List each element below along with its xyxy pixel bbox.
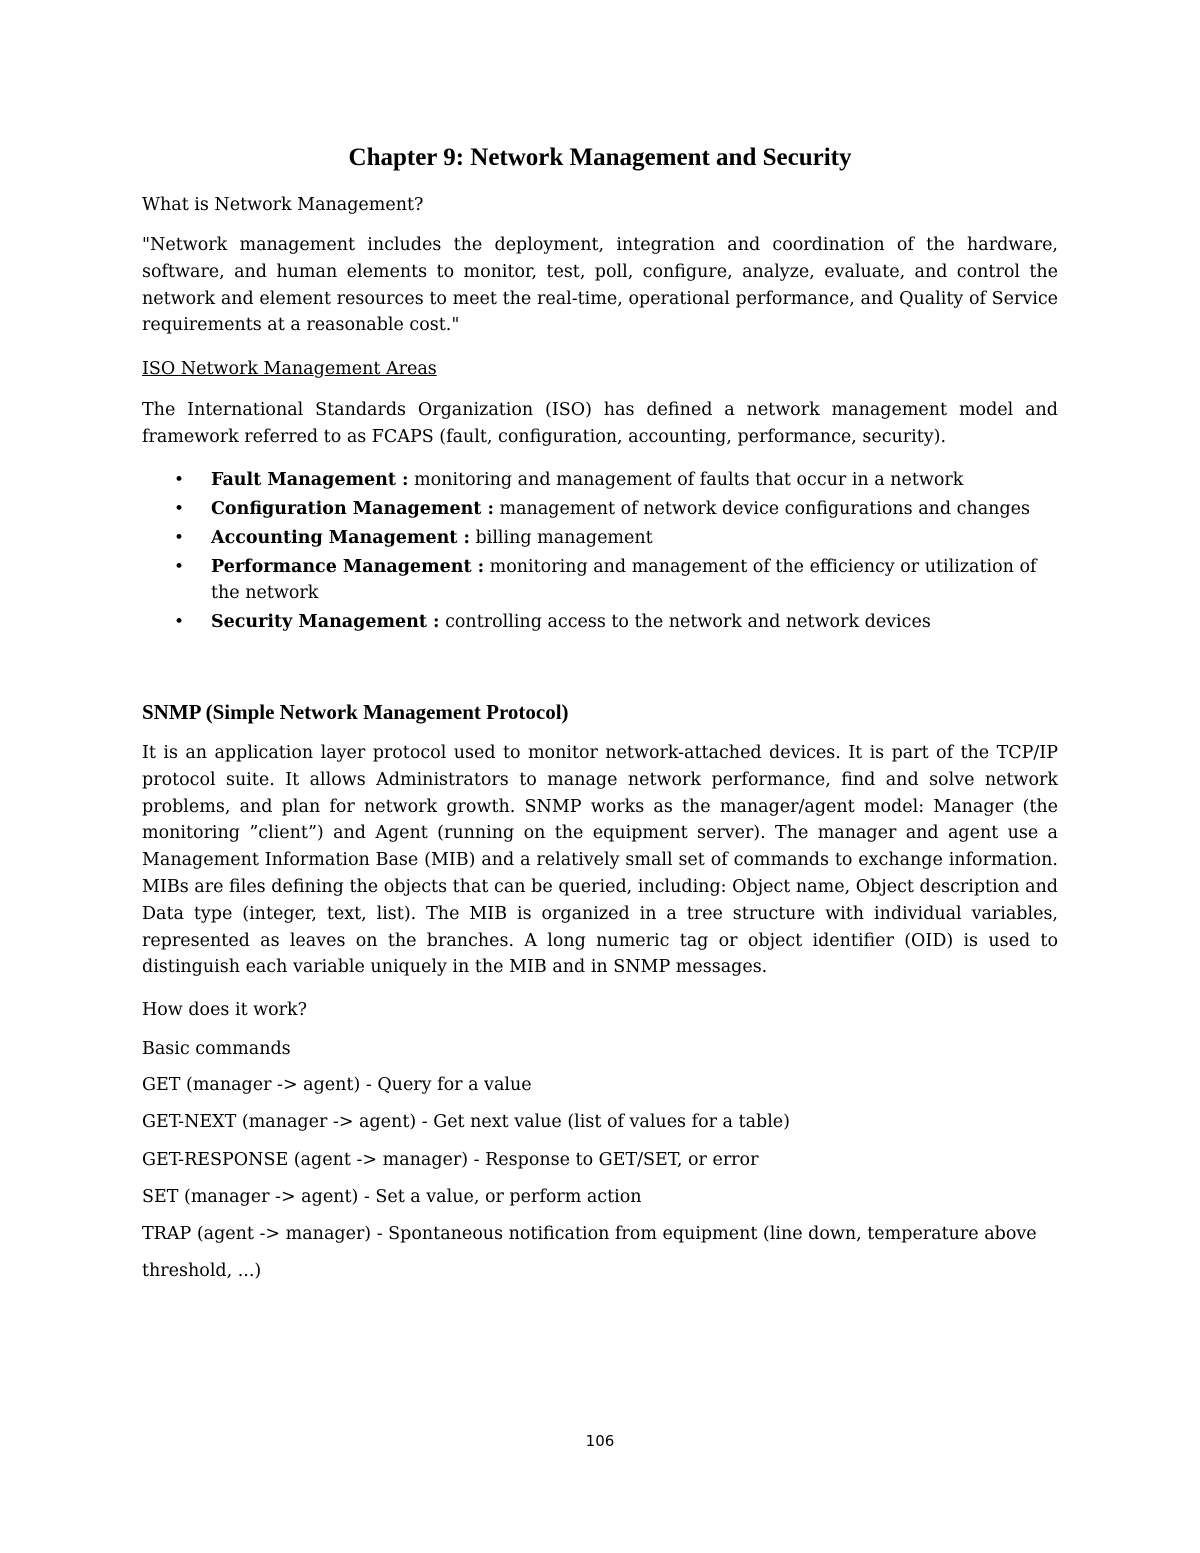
command-trap-continued: threshold, ...) <box>142 1261 262 1281</box>
list-item <box>142 468 1058 494</box>
bullet-desc: monitoring and management of the efficiency or utilization of the network <box>211 557 1037 603</box>
command-get: GET (manager -> agent) - Query for a value <box>142 1075 532 1095</box>
bullet-desc: monitoring and management of faults that occur in a network <box>408 470 964 490</box>
definition-paragraph: "Network management includes the deployment, integration and coordination of the hardware, software, and human elements to monitor, test, poll, configure, analyze, evaluate, and control the network and element resources to meet the real-time, operational performance, and Quality of Service requirements at a reasonable cost." <box>142 235 1058 336</box>
command-get-next: GET-NEXT (manager -> agent) - Get next value (list of values for a table) <box>142 1112 790 1132</box>
fcaps-list <box>142 468 1058 639</box>
bullet-term: Configuration Management : <box>211 499 494 519</box>
command-trap: TRAP (agent -> manager) - Spontaneous notification from equipment (line down, temperature above <box>142 1224 1037 1244</box>
list-item <box>142 497 1058 523</box>
snmp-heading: SNMP (Simple Network Management Protocol) <box>142 700 569 724</box>
command-get-response: GET-RESPONSE (agent -> manager) - Response to GET/SET, or error <box>142 1150 759 1170</box>
chapter-title: Chapter 9: Network Management and Security <box>348 144 852 171</box>
bullet-term: Security Management : <box>211 611 440 632</box>
iso-intro-paragraph: The International Standards Organization (ISO) has defined a network management model and framework referred to as FCAPS (fault, configuration, accounting, performance, security). <box>142 400 1058 447</box>
list-item <box>142 526 1058 552</box>
bullet-term: Accounting Management : <box>211 528 470 548</box>
question-what-is-nm: What is Network Management? <box>142 195 424 215</box>
command-set: SET (manager -> agent) - Set a value, or perform action <box>142 1187 642 1207</box>
bullet-term: Fault Management : <box>211 470 409 490</box>
bullet-icon: • <box>174 470 185 490</box>
bullet-icon: • <box>174 499 185 519</box>
basic-commands-label: Basic commands <box>142 1039 291 1059</box>
bullet-desc: management of network device configurations and changes <box>493 499 1030 519</box>
list-item <box>142 610 1058 636</box>
bullet-icon: • <box>174 528 185 548</box>
bullet-term: Performance Management : <box>211 557 485 577</box>
snmp-paragraph: It is an application layer protocol used to monitor network-attached devices. It is part of the TCP/IP protocol suite. It allows Administrators to manage network performance, find and solve network problems, and plan for network growth. SNMP works as the manager/agent model: Manager (the monitoring ”client”) and Agent (running on the equipment server). The manager and agent use a Management Information Base (MIB) and a relatively small set of commands to exchange information. MIBs are files defining the objects that can be queried, including: Object name, Object description and Data type (integer, text, list). The MIB is organized in a tree structure with individual variables, represented as leaves on the branches. A long numeric tag or object identifier (OID) is used to distinguish each variable uniquely in the MIB and in SNMP messages. <box>142 743 1058 978</box>
bullet-icon: • <box>174 611 185 632</box>
bullet-desc: billing management <box>469 528 653 548</box>
bullet-icon: • <box>174 557 185 577</box>
page-number: 106 <box>585 1432 615 1450</box>
iso-heading: ISO Network Management Areas <box>142 359 437 379</box>
bullet-desc: controlling access to the network and network devices <box>439 611 931 632</box>
how-does-it-work: How does it work? <box>142 1000 308 1020</box>
list-item <box>142 555 1058 606</box>
